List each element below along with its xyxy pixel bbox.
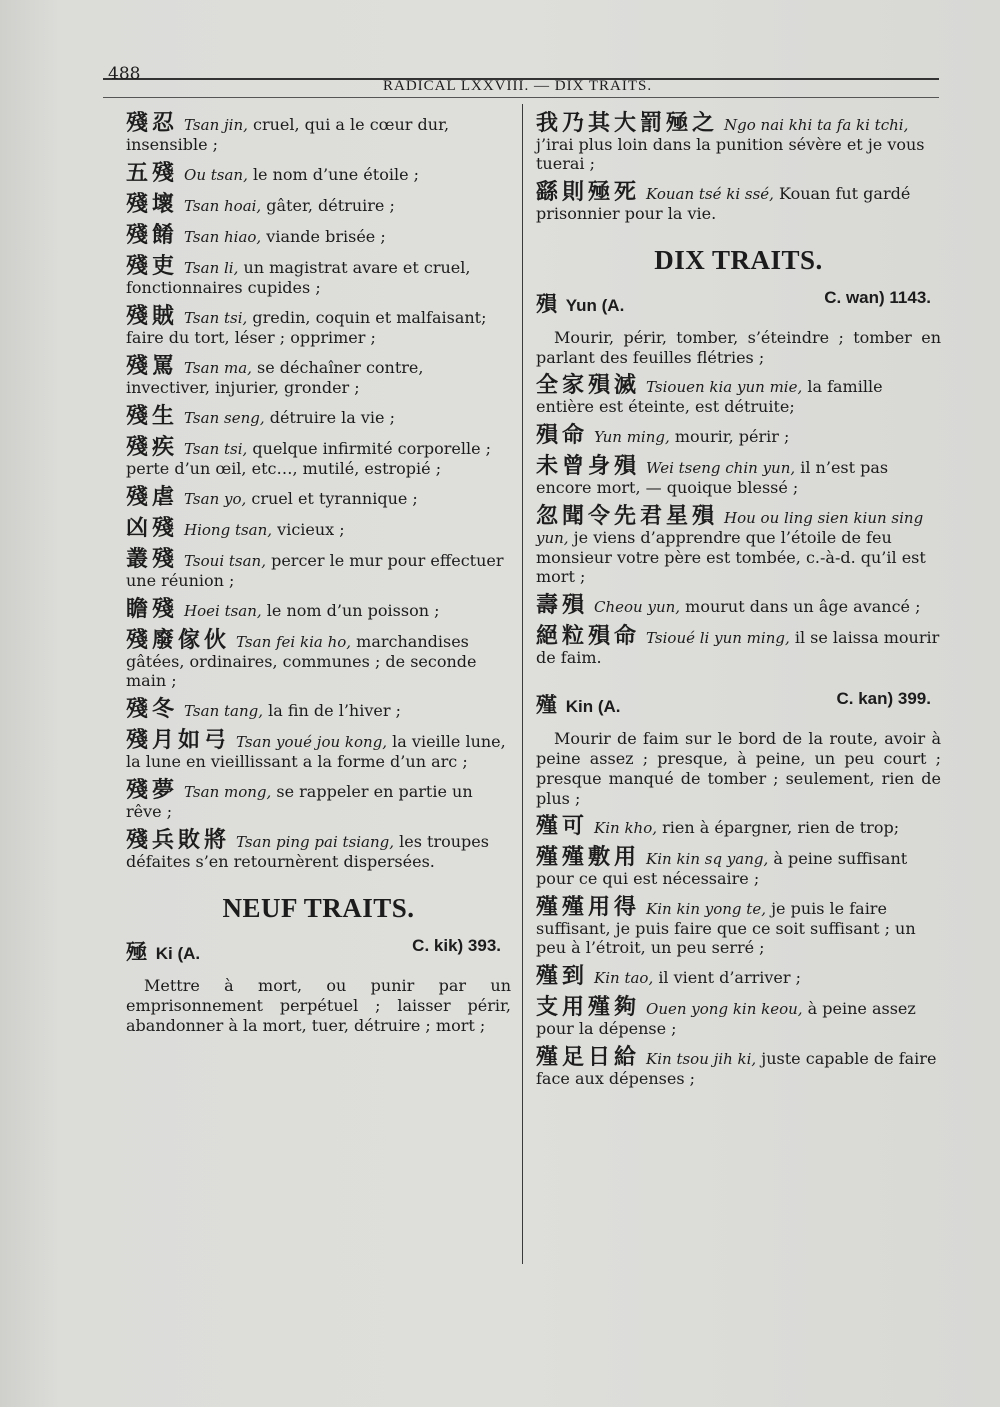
entry-definition: rien à épargner, rien de trop; bbox=[662, 818, 900, 837]
entry-definition: se déchaîner contre, invectiver, injurier, gronder ; bbox=[126, 358, 424, 397]
entry-transliteration: Ouen yong kin keou, bbox=[646, 1000, 803, 1018]
entry-transliteration: Tsan mong, bbox=[184, 783, 272, 801]
entry-definition: la famille entière est éteinte, est détruite; bbox=[536, 377, 883, 416]
dictionary-entry bbox=[126, 628, 511, 690]
entry-definition: juste capable de faire face aux dépenses ; bbox=[536, 1049, 937, 1088]
entry-characters: 未曾身殞 bbox=[536, 454, 641, 479]
entry-characters: 殞命 bbox=[536, 423, 589, 448]
entry-transliteration: Tsan hoai, bbox=[184, 197, 262, 215]
entry-transliteration: Cheou yun, bbox=[594, 598, 681, 616]
entry-definition: je puis le faire suffisant, je puis faire que ce soit suffisant ; un peu à l’étroit, un peu serré ; bbox=[536, 899, 916, 957]
entry-transliteration: Tsan yo, bbox=[184, 490, 247, 508]
dictionary-entry bbox=[126, 161, 511, 186]
radical-ref: C. kan) 399. bbox=[836, 689, 931, 708]
entry-characters: 殘疾 bbox=[126, 435, 179, 460]
dictionary-entry bbox=[126, 728, 511, 771]
entry-transliteration: Ngo nai khi ta fa ki tchi, bbox=[724, 116, 909, 134]
dictionary-entry bbox=[536, 845, 941, 888]
entry-characters: 殣殣用得 bbox=[536, 895, 641, 920]
entry-transliteration: Tsan tsi, bbox=[184, 440, 248, 458]
entry-transliteration: Tsioué li yun ming, bbox=[646, 629, 790, 647]
entry-definition: mourut dans un âge avancé ; bbox=[685, 597, 921, 616]
entry-characters: 五殘 bbox=[126, 161, 179, 186]
entry-definition: viande brisée ; bbox=[266, 227, 386, 246]
entry-transliteration: Tsan tsi, bbox=[184, 309, 248, 327]
dictionary-entry bbox=[126, 697, 511, 722]
entry-definition: cruel et tyrannique ; bbox=[251, 489, 418, 508]
entry-characters: 殣到 bbox=[536, 964, 589, 989]
entry-transliteration: Kin kin yong te, bbox=[646, 900, 766, 918]
entry-transliteration: Tsan hiao, bbox=[184, 228, 262, 246]
entry-characters: 殘月如弓 bbox=[126, 728, 231, 753]
dictionary-entry bbox=[536, 624, 941, 667]
entry-definition: cruel, qui a le cœur dur, insensible ; bbox=[126, 115, 450, 154]
entry-characters: 忽聞令先君星殞 bbox=[536, 504, 719, 529]
entry-characters: 壽殞 bbox=[536, 593, 589, 618]
entry-characters: 凶殘 bbox=[126, 516, 179, 541]
entry-characters: 殘壞 bbox=[126, 192, 179, 217]
running-head: RADICAL LXXVIII. — DIX TRAITS. bbox=[383, 78, 653, 94]
entry-characters: 殘罵 bbox=[126, 354, 179, 379]
entry-characters: 瞻殘 bbox=[126, 597, 179, 622]
dictionary-entry bbox=[536, 964, 941, 989]
entry-definition: mourir, périr ; bbox=[674, 427, 790, 446]
entry-definition: marchandises gâtées, ordinaires, communes ; de seconde main ; bbox=[126, 632, 477, 690]
dictionary-entry bbox=[126, 597, 511, 622]
entry-definition: j’irai plus loin dans la punition sévère et je vous tuerai ; bbox=[536, 135, 925, 173]
entry-definition: le nom d’une étoile ; bbox=[252, 165, 420, 184]
entry-definition: se rappeler en partie un rêve ; bbox=[126, 782, 473, 821]
entry-definition: la vieille lune, la lune en vieillissant a la forme d’un arc ; bbox=[126, 732, 506, 771]
definition-paragraph: Mourir de faim sur le bord de la route, avoir à peine assez ; presque, à peine, un peu court ; presque manqué de tomber ; seulement, rien de plus ; bbox=[536, 729, 941, 808]
entry-transliteration: Tsan fei kia ho, bbox=[236, 633, 352, 651]
radical-char: 殛 bbox=[126, 940, 147, 964]
dictionary-entry bbox=[126, 404, 511, 429]
entry-transliteration: Wei tseng chin yun, bbox=[646, 459, 796, 477]
entry-transliteration: Kin tsou jih ki, bbox=[646, 1050, 757, 1068]
entry-characters: 殘兵敗將 bbox=[126, 828, 231, 853]
section-title-neuf-traits: NEUF TRAITS. bbox=[222, 893, 415, 923]
entry-characters: 殣足日給 bbox=[536, 1045, 641, 1070]
entry-characters: 殘忍 bbox=[126, 111, 179, 136]
entry-characters: 殘餚 bbox=[126, 223, 179, 248]
dictionary-entry bbox=[126, 304, 511, 347]
dictionary-entry bbox=[126, 223, 511, 248]
dictionary-entry bbox=[536, 995, 941, 1038]
dictionary-entry bbox=[536, 504, 941, 586]
dictionary-entry bbox=[126, 192, 511, 217]
dictionary-entry bbox=[536, 814, 941, 839]
entry-characters: 殘夢 bbox=[126, 778, 179, 803]
entry-transliteration: Tsan ping pai tsiang, bbox=[236, 833, 395, 851]
radical-heading-yun bbox=[536, 288, 941, 318]
entry-definition: percer le mur pour effectuer une réunion ; bbox=[126, 551, 504, 590]
entry-characters: 殣殣敷用 bbox=[536, 845, 641, 870]
right-top-entries bbox=[536, 111, 941, 223]
entry-transliteration: Kin kho, bbox=[594, 819, 657, 837]
dictionary-entry bbox=[536, 373, 941, 416]
dictionary-entry bbox=[536, 895, 941, 957]
entry-characters: 全家殞滅 bbox=[536, 373, 641, 398]
entry-transliteration: Hiong tsan, bbox=[184, 521, 273, 539]
entry-transliteration: Tsan seng, bbox=[184, 409, 265, 427]
dictionary-entry bbox=[126, 254, 511, 297]
page-number: 488 bbox=[108, 64, 141, 84]
radical-ref: C. wan) 1143. bbox=[824, 288, 931, 307]
entry-transliteration: Tsiouen kia yun mie, bbox=[646, 378, 803, 396]
dictionary-entry bbox=[126, 778, 511, 821]
entry-characters: 殘賊 bbox=[126, 304, 179, 329]
dictionary-entry bbox=[126, 516, 511, 541]
radical-char: 殣 bbox=[536, 693, 557, 717]
dictionary-entry bbox=[536, 111, 941, 173]
entry-transliteration: Tsan li, bbox=[184, 259, 239, 277]
entry-definition: à peine assez pour la dépense ; bbox=[536, 999, 916, 1038]
entry-transliteration: Ou tsan, bbox=[184, 166, 248, 184]
entry-characters: 我乃其大罰殛之 bbox=[536, 111, 719, 136]
entry-transliteration: Kin kin sq yang, bbox=[646, 850, 769, 868]
left-entries bbox=[126, 111, 511, 871]
entry-characters: 殘虐 bbox=[126, 485, 179, 510]
entry-definition: il n’est pas encore mort, — quoique blessé ; bbox=[536, 458, 889, 497]
header-rule-bottom bbox=[103, 97, 939, 98]
entry-definition: à peine suffisant pour ce qui est nécessaire ; bbox=[536, 849, 908, 888]
radical-ref: C. kik) 393. bbox=[412, 936, 501, 955]
entry-transliteration: Tsan ma, bbox=[184, 359, 252, 377]
entry-transliteration: Hou ou ling sien kiun sing yun, bbox=[536, 509, 924, 547]
dictionary-entry bbox=[536, 180, 941, 223]
entry-characters: 絕粒殞命 bbox=[536, 624, 641, 649]
entry-definition: vicieux ; bbox=[277, 520, 345, 539]
entry-characters: 支用殣夠 bbox=[536, 995, 641, 1020]
radical-label: Ki (A. bbox=[155, 944, 201, 963]
dictionary-entry bbox=[126, 111, 511, 154]
radical-char: 殞 bbox=[536, 292, 557, 316]
dictionary-entry bbox=[126, 547, 511, 590]
dictionary-entry bbox=[536, 1045, 941, 1088]
entry-transliteration: Kin tao, bbox=[594, 969, 654, 987]
entry-characters: 殘廢傢伙 bbox=[126, 628, 231, 653]
entry-characters: 繇則殛死 bbox=[536, 180, 641, 205]
entry-definition: gredin, coquin et malfaisant; faire du tort, léser ; opprimer ; bbox=[126, 308, 487, 347]
entry-definition: les troupes défaites s’en retournèrent dispersées. bbox=[126, 832, 489, 871]
entry-transliteration: Tsan jin, bbox=[184, 116, 248, 134]
entry-characters: 叢殘 bbox=[126, 547, 179, 572]
entry-characters: 殘吏 bbox=[126, 254, 179, 279]
dictionary-entry bbox=[126, 354, 511, 397]
entry-definition: le nom d’un poisson ; bbox=[266, 601, 440, 620]
definition-paragraph: Mourir, périr, tomber, s’éteindre ; tomber en parlant des feuilles flétries ; bbox=[536, 328, 941, 367]
section-title-dix-traits: DIX TRAITS. bbox=[654, 245, 823, 275]
radical-label: Yun (A. bbox=[565, 296, 625, 315]
entry-definition: gâter, détruire ; bbox=[266, 196, 395, 215]
radical-label: Kin (A. bbox=[565, 697, 621, 716]
dictionary-entry bbox=[536, 593, 941, 618]
entry-definition: détruire la vie ; bbox=[269, 408, 395, 427]
dictionary-entry bbox=[126, 485, 511, 510]
dictionary-entry bbox=[536, 454, 941, 497]
entry-transliteration: Tsoui tsan, bbox=[184, 552, 266, 570]
entry-definition: un magistrat avare et cruel, fonctionnaires cupides ; bbox=[126, 258, 471, 297]
right-column bbox=[536, 111, 941, 1098]
left-column bbox=[126, 111, 511, 1044]
dictionary-entry bbox=[126, 828, 511, 871]
yun-entries bbox=[536, 373, 941, 667]
entry-transliteration: Kouan tsé ki ssé, bbox=[646, 185, 774, 203]
entry-characters: 殘生 bbox=[126, 404, 179, 429]
entry-definition: la fin de l’hiver ; bbox=[268, 701, 401, 720]
entry-definition: il vient d’arriver ; bbox=[658, 968, 801, 987]
dictionary-entry bbox=[126, 435, 511, 478]
entry-transliteration: Tsan youé jou kong, bbox=[236, 733, 388, 751]
entry-definition: Kouan fut gardé prisonnier pour la vie. bbox=[536, 184, 911, 223]
entry-definition: je viens d’apprendre que l’étoile de feu monsieur votre père est tombée, c.-à-d. qu’il est mort ; bbox=[536, 528, 926, 586]
entry-transliteration: Hoei tsan, bbox=[184, 602, 262, 620]
radical-heading-ki bbox=[126, 936, 511, 966]
entry-transliteration: Tsan tang, bbox=[184, 702, 263, 720]
column-divider bbox=[522, 104, 523, 1264]
entry-definition: quelque infirmité corporelle ; perte d’un œil, etc…, mutilé, estropié ; bbox=[126, 439, 492, 478]
entry-transliteration: Yun ming, bbox=[594, 428, 670, 446]
radical-heading-kin bbox=[536, 689, 941, 719]
entry-characters: 殣可 bbox=[536, 814, 589, 839]
entry-characters: 殘冬 bbox=[126, 697, 179, 722]
kin-entries bbox=[536, 814, 941, 1088]
dictionary-entry bbox=[536, 423, 941, 448]
definition-paragraph: Mettre à mort, ou punir par un emprisonnement perpétuel ; laisser périr, abandonner à la mort, tuer, détruire ; mort ; bbox=[126, 976, 511, 1035]
entry-definition: il se laissa mourir de faim. bbox=[536, 628, 940, 667]
